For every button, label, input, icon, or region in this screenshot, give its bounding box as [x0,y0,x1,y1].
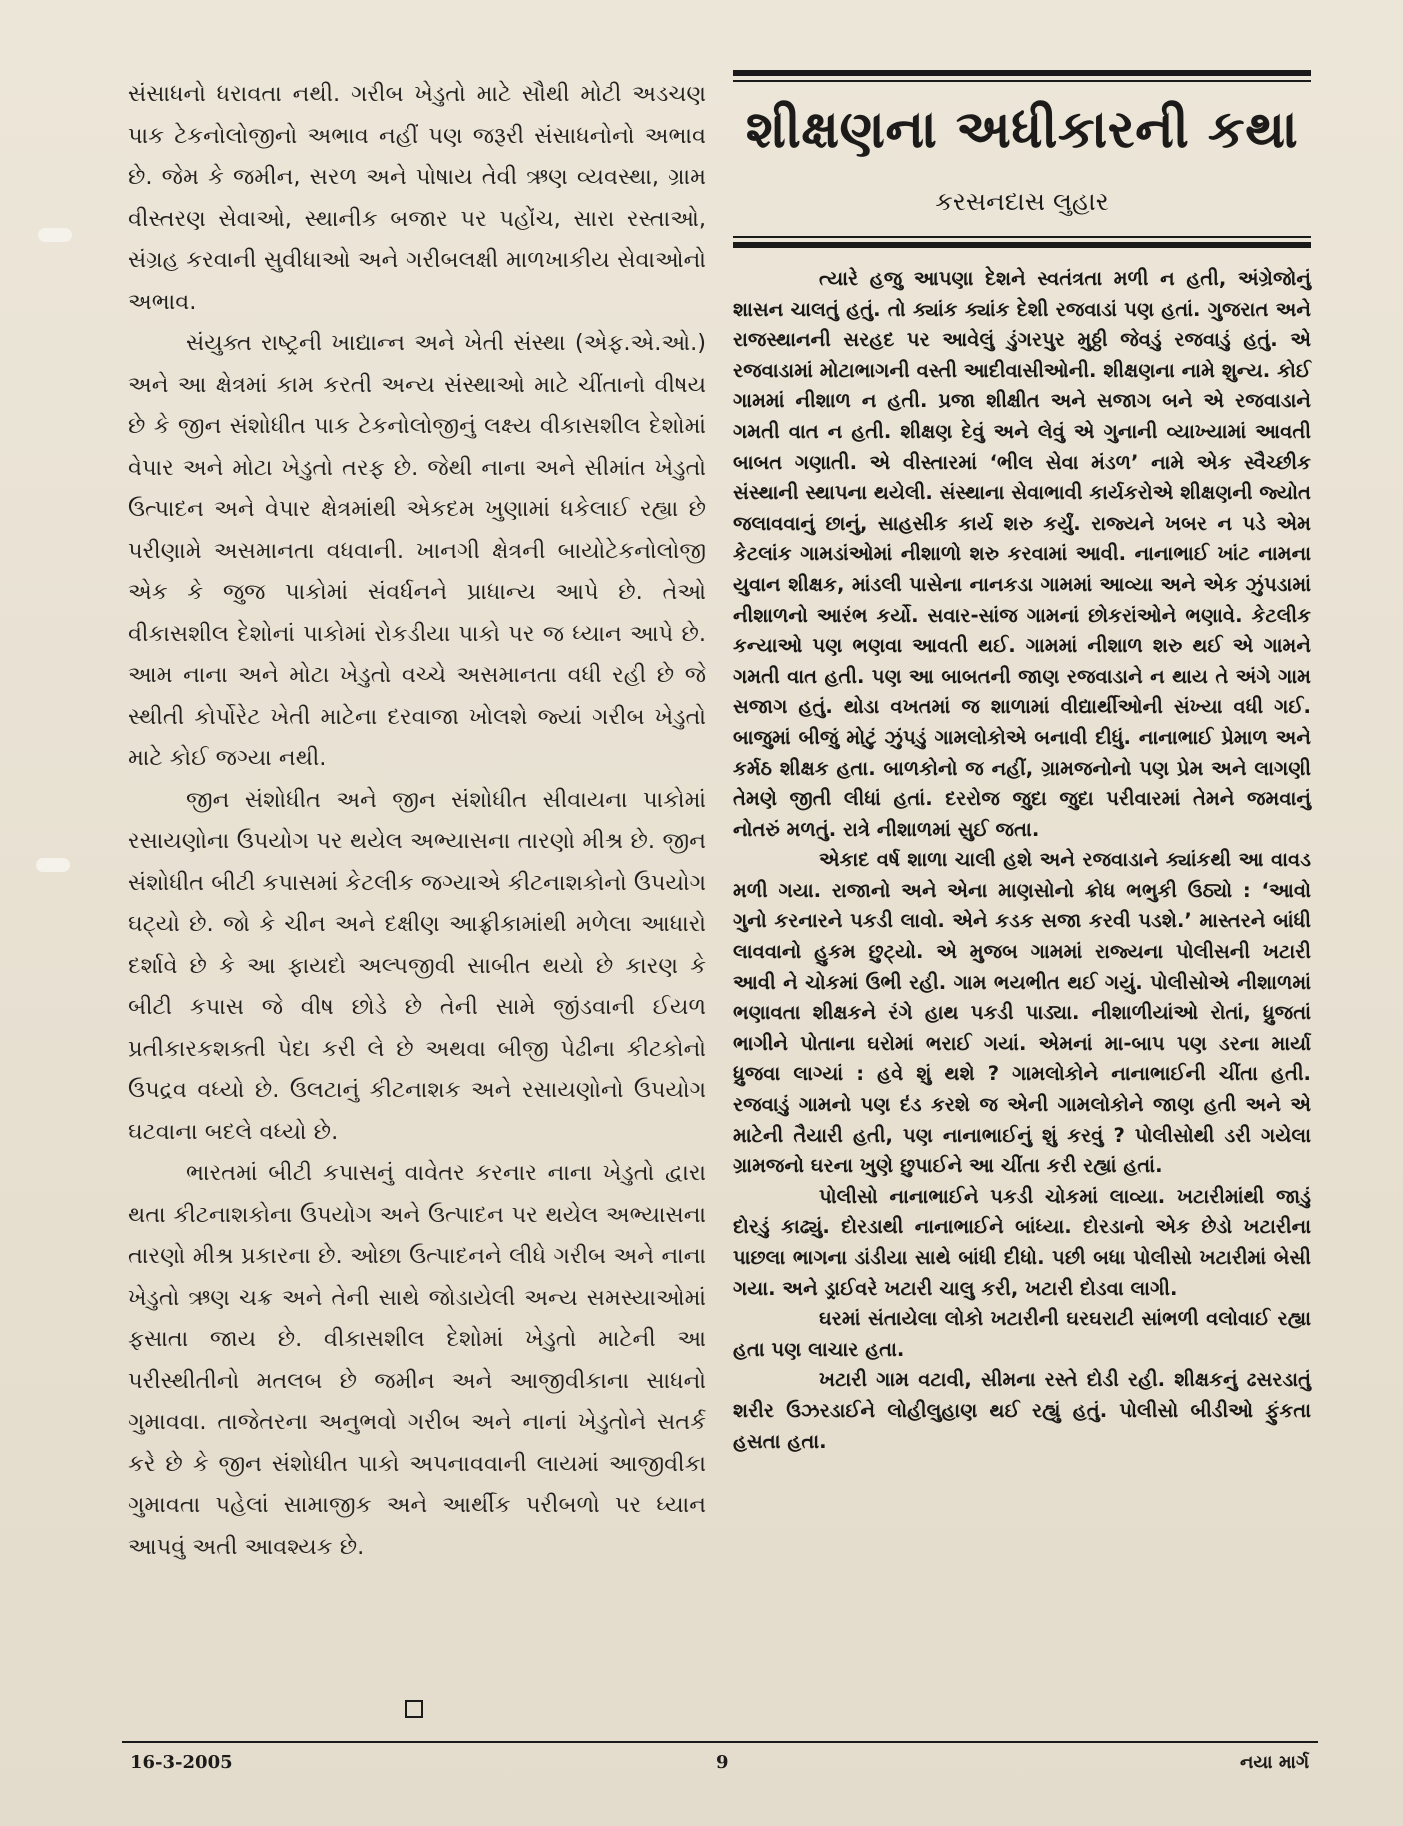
article-paragraph: ખટારી ગામ વટાવી, સીમના રસ્તે દોડી રહી. શીક્ષકનું ઢસરડાતું શરીર ઉઝરડાઈને લોહીલુહાણ થઈ રહ્યું હતું. પોલીસો બીડીઓ ફુંકતા હસતા હતા. [733,1368,1311,1453]
article-body [733,264,1311,1457]
left-column-article-continuation [128,74,706,1568]
article-title: શીક્ષણના અધીકારની કથા [745,100,1299,160]
punch-hole-bottom [36,858,70,872]
punch-hole-top [38,228,72,242]
footer-date: 16-3-2005 [130,1752,233,1773]
footer-rule [122,1741,1318,1743]
article-author: કરસનદાસ લુહાર [935,187,1109,216]
article-end-square [405,1700,423,1718]
left-paragraph: જીન સંશોધીત અને જીન સંશોધીત સીવાયના પાકોમાં રસાયણોના ઉપયોગ પર થયેલ અભ્યાસના તારણો મીશ્ર છે. જીન સંશોધીત બીટી કપાસમાં કેટલીક જગ્યાએ કીટનાશકોનો ઉપયોગ ઘટ્યો છે. જો કે ચીન અને દક્ષીણ આફ્રીકામાંથી મળેલા આધારો દર્શાવે છે કે આ ફાયદો અલ્પજીવી સાબીત થયો છે કારણ કે બીટી કપાસ જે વીષ છોડે છે તેની સામે જીંડવાની ઈયળ પ્રતીકારકશક્તી પેદા કરી લે છે અથવા બીજી પેઢીના કીટકોનો ઉપદ્રવ વધ્યો છે. ઉલટાનું કીટનાશક અને રસાયણોનો ઉપયોગ ઘટવાના બદલે વધ્યો છે. [128,786,706,1145]
article-paragraph: પોલીસો નાનાભાઈને પકડી ચોકમાં લાવ્યા. ખટારીમાંથી જાડું દોરડું કાઢ્યું. દોરડાથી નાનાભાઈને બાંધ્યા. દોરડાનો એક છેડો ખટારીના પાછલા ભાગના ડાંડીયા સાથે બાંધી દીધો. પછી બધા પોલીસો ખટારીમાં બેસી ગયા. અને ડ્રાઈવરે ખટારી ચાલુ કરી, ખટારી દોડવા લાગી. [733,1184,1311,1300]
title-rule-bottom-thick [733,242,1311,248]
right-column-article [733,70,1311,1457]
left-paragraph: સંયુક્ત રાષ્ટ્રની ખાદ્યાન્ન અને ખેતી સંસ્થા (એફ.એ.ઓ.) અને આ ક્ષેત્રમાં કામ કરતી અન્ય સંસ્થાઓ માટે ચીંતાનો વીષય છે કે જીન સંશોધીત પાક ટેકનોલોજીનું લક્ષ્ય વીકાસશીલ દેશોમાં વેપાર અને મોટા ખેડુતો તરફ છે. જેથી નાના અને સીમાંત ખેડુતો ઉત્પાદન અને વેપાર ક્ષેત્રમાંથી એકદમ ખુણામાં ધકેલાઈ રહ્યા છે પરીણામે અસમાનતા વધવાની. ખાનગી ક્ષેત્રની બાયોટેકનોલોજી એક કે જુજ પાકોમાં સંવર્ધનને પ્રાધાન્ય આપે છે. તેઓ વીકાસશીલ દેશોનાં પાકોમાં રોકડીયા પાકો પર જ ધ્યાન આપે છે. આમ નાના અને મોટા ખેડુતો વચ્ચે અસમાનતા વધી રહી છે જે સ્થીતી કોર્પોરેટ ખેતી માટેના દરવાજા ખોલશે જ્યાં ગરીબ ખેડુતો માટે કોઈ જગ્યા નથી. [128,330,706,771]
title-rule-bottom-thin [733,236,1311,238]
article-paragraph: ત્યારે હજુ આપણા દેશને સ્વતંત્રતા મળી ન હતી, અંગ્રેજોનું શાસન ચાલતું હતું. તો ક્યાંક ક્યાંક દેશી રજવાડાં પણ હતાં. ગુજરાત અને રાજસ્થાનની સરહદ પર આવેલું ડુંગરપુર મુઠ્ઠી જેવડું રજવાડું હતું. એ રજવાડામાં મોટાભાગની વસ્તી આદીવાસીઓની. શીક્ષણના નામે શુન્ય. કોઈ ગામમાં નીશાળ ન હતી. પ્રજા શીક્ષીત અને સજાગ બને એ રજવાડાને ગમતી વાત ન હતી. શીક્ષણ દેવું અને લેવું એ ગુનાની વ્યાખ્યામાં આવતી બાબત ગણાતી. એ વીસ્તારમાં ‘ભીલ સેવા મંડળ’ નામે એક સ્વૈચ્છીક સંસ્થાની સ્થાપના થયેલી. સંસ્થાના સેવાભાવી કાર્યકરોએ શીક્ષણની જ્યોત જલાવવાનું છાનું, સાહસીક કાર્ય શરુ કર્યું. રાજ્યને ખબર ન પડે એમ કેટલાંક ગામડાંઓમાં નીશાળો શરુ કરવામાં આવી. નાનાભાઈ ખાંટ નામના યુવાન શીક્ષક, માંડલી પાસેના નાનકડા ગામમાં આવ્યા અને એક ઝુંપડામાં નીશાળનો આરંભ કર્યો. સવાર-સાંજ ગામનાં છોકરાંઓને ભણાવે. કેટલીક કન્યાઓ પણ ભણવા આવતી થઈ. ગામમાં નીશાળ શરુ થઈ એ ગામને ગમતી વાત હતી. પણ આ બાબતની જાણ રજવાડાને ન થાય તે અંગે ગામ સજાગ હતું. થોડા વખતમાં જ શાળામાં વીદ્યાર્થીઓની સંખ્યા વધી ગઈ. બાજુમાં બીજું મોટું ઝુંપડું ગામલોકોએ બનાવી દીધું. નાનાભાઈ પ્રેમાળ અને કર્મઠ શીક્ષક હતા. બાળકોનો જ નહીં, ગ્રામજનોનો પણ પ્રેમ અને લાગણી તેમણે જીતી લીધાં હતાં. દરરોજ જુદા જુદા પરીવારમાં તેમને જમવાનું નોતરું મળતું. રાત્રે નીશાળમાં સુઈ જતા. [733,267,1311,841]
page-number: 9 [716,1752,729,1773]
left-paragraph: સંસાધનો ધરાવતા નથી. ગરીબ ખેડુતો માટે સૌથી મોટી અડચણ પાક ટેકનોલોજીનો અભાવ નહીં પણ જરૂરી સંસાધનોનો અભાવ છે. જેમ કે જમીન, સરળ અને પોષાય તેવી ઋણ વ્યવસ્થા, ગ્રામ વીસ્તરણ સેવાઓ, સ્થાનીક બજાર પર પહોંચ, સારા રસ્તાઓ, સંગ્રહ કરવાની સુવીધાઓ અને ગરીબલક્ષી માળખાકીય સેવાઓનો અભાવ. [128,81,706,315]
article-paragraph: ઘરમાં સંતાયેલા લોકો ખટારીની ઘરઘરાટી સાંભળી વલોવાઈ રહ્યા હતા પણ લાચાર હતા. [733,1307,1311,1361]
title-rule-top-thin [733,80,1311,82]
magazine-name: નયા માર્ગ [1240,1752,1310,1773]
title-rule-top-thick [733,70,1311,76]
article-paragraph: એકાદ વર્ષ શાળા ચાલી હશે અને રજવાડાને ક્યાંકથી આ વાવડ મળી ગયા. રાજાનો અને એના માણસોનો ક્રોધ ભભુકી ઉઠ્યો : ‘આવો ગુનો કરનારને પકડી લાવો. એને કડક સજા કરવી પડશે.’ માસ્તરને બાંધી લાવવાનો હુકમ છુટ્યો. એ મુજબ ગામમાં રાજ્યના પોલીસની ખટારી આવી ને ચોકમાં ઉભી રહી. ગામ ભયભીત થઈ ગયું. પોલીસોએ નીશાળમાં ભણાવતા શીક્ષકને રંગે હાથ પકડી પાડ્યા. નીશાળીયાંઓ રોતાં, ધ્રુજતાં ભાગીને પોતાના ઘરોમાં ભરાઈ ગયાં. એમનાં મા-બાપ પણ ડરના માર્યા ધ્રુજવા લાગ્યાં : હવે શું થશે ? ગામલોકોને નાનાભાઈની ચીંતા હતી. રજવાડું ગામનો પણ દંડ કરશે જ એની ગામલોકોને જાણ હતી અને એ માટેની તૈયારી હતી, પણ નાનાભાઈનું શું કરવું ? પોલીસોથી ડરી ગયેલા ગ્રામજનો ઘરના ખુણે છુપાઈને આ ચીંતા કરી રહ્યાં હતાં. [733,848,1311,1178]
left-paragraph: ભારતમાં બીટી કપાસનું વાવેતર કરનાર નાના ખેડુતો દ્વારા થતા કીટનાશકોના ઉપયોગ અને ઉત્પાદન પર થયેલ અભ્યાસના તારણો મીશ્ર પ્રકારના છે. ઓછા ઉત્પાદનને લીધે ગરીબ અને નાના ખેડુતો ઋણ ચક્ર અને તેની સાથે જોડાયેલી અન્ય સમસ્યાઓમાં ફસાતા જાય છે. વીકાસશીલ દેશોમાં ખેડુતો માટેની આ પરીસ્થીતીનો મતલબ છે જમીન અને આજીવીકાના સાધનો ગુમાવવા. તાજેતરના અનુભવો ગરીબ અને નાનાં ખેડુતોને સતર્ક કરે છે કે જીન સંશોધીત પાકો અપનાવવાની લાયમાં આજીવીકા ગુમાવતા પહેલાં સામાજીક અને આર્થીક પરીબળો પર ધ્યાન આપવું અતી આવશ્યક છે. [128,1160,706,1560]
